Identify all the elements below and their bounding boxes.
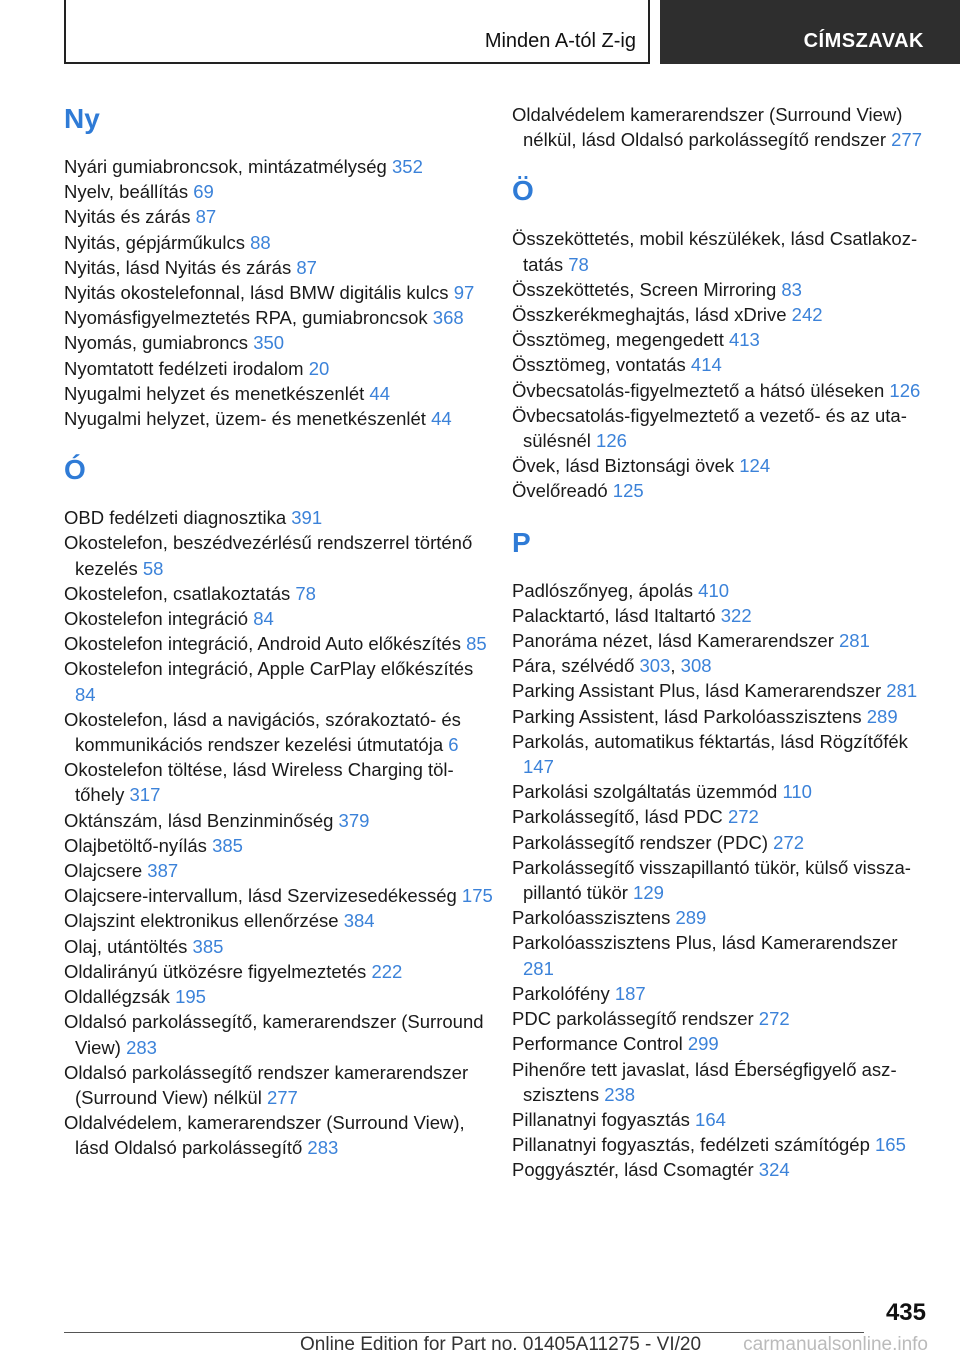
index-entry [64, 1009, 494, 1059]
page-link[interactable]: 110 [782, 781, 812, 803]
page-link[interactable]: 85 [466, 633, 487, 655]
index-entry [64, 381, 494, 406]
index-entry [64, 154, 494, 179]
index-entry [64, 858, 494, 883]
page-link[interactable]: 88 [250, 231, 271, 253]
section-letter: Ö [512, 175, 534, 207]
page-link[interactable]: 385 [192, 935, 224, 957]
index-entry [64, 908, 494, 933]
page-link[interactable]: 281 [839, 630, 870, 652]
page-link[interactable]: 87 [296, 256, 317, 278]
index-entry [512, 403, 932, 453]
entry-text: Olajcsere-intervallum, lásd Szervizesedékesség [64, 885, 457, 907]
entry-text: Parking Assistant Plus, lásd Kamerarendszer [512, 680, 882, 702]
entry-text: Parkolássegítő visszapillantó tükör, külső visszapillantó tükör [512, 856, 911, 904]
page-link[interactable]: 272 [773, 831, 805, 853]
page-link[interactable]: 387 [147, 860, 179, 882]
page-link[interactable]: 299 [687, 1033, 719, 1055]
page-link[interactable]: 350 [253, 332, 285, 354]
entry-text: Pihenőre tett javaslat, lásd Éberségfigyelő aszszisztens [512, 1058, 897, 1105]
entry-text: Parkolás, automatikus féktartás, lásd Rögzítőfék [512, 730, 908, 752]
index-section [512, 174, 932, 503]
page-link[interactable]: 277 [266, 1086, 298, 1108]
index-entry [512, 830, 932, 855]
entry-text: Nyomás, gumiabroncs [64, 332, 249, 354]
page-link[interactable]: 414 [690, 354, 722, 376]
tab-a-to-z[interactable] [64, 0, 650, 64]
index-section [64, 102, 494, 431]
entry-text: Oldalvédelem kamerarendszer (Surround View) nélkül, lásd Oldalsó parkolássegítő rendszer [512, 104, 903, 151]
index-column-left [64, 102, 494, 1161]
index-entry [512, 327, 932, 352]
page-link[interactable]: 272 [758, 1008, 790, 1030]
index-entry [512, 1057, 932, 1107]
index-entry [64, 179, 494, 204]
index-entry [64, 581, 494, 606]
page-link[interactable]: 124 [739, 455, 771, 477]
index-section [512, 102, 932, 152]
index-entry [512, 905, 932, 930]
index-entry [64, 883, 494, 908]
index-entry [64, 631, 494, 656]
entry-text: Nyomtatott fedélzeti irodalom [64, 357, 304, 379]
index-entry [64, 1060, 494, 1110]
page-link[interactable]: 222 [371, 960, 403, 982]
entry-text: Okostelefon, csatlakoztatás [64, 582, 291, 604]
index-entry [64, 280, 494, 305]
section-letter: Ny [64, 103, 100, 134]
entry-text: Nyugalmi helyzet és menetkészenlét [64, 382, 365, 404]
entry-text: Összeköttetés, Screen Mirroring [512, 278, 777, 300]
tab-keywords-label: CÍMSZAVAK [803, 30, 924, 52]
index-entry [64, 959, 494, 984]
entry-text: Pára, szélvédő [512, 655, 635, 677]
entry-text: Oldallégzsák [64, 986, 170, 1008]
entry-text: Nyitás, gépjárműkulcs [64, 231, 245, 253]
index-entry [64, 530, 494, 580]
index-entry [512, 302, 932, 327]
page-link[interactable]: 413 [728, 329, 760, 351]
page-link[interactable]: 384 [343, 910, 375, 932]
index-entry [512, 628, 932, 653]
entry-text: Nyelv, beállítás [64, 181, 189, 203]
entry-text: Parkolássegítő, lásd PDC [512, 806, 723, 828]
page-link[interactable]: 44 [431, 408, 452, 430]
page-header [64, 0, 960, 66]
page-link[interactable]: 289 [675, 907, 707, 929]
index-column-right [512, 102, 932, 1183]
index-entry [64, 934, 494, 959]
page-link[interactable]: 391 [291, 507, 323, 529]
page-link[interactable]: 272 [727, 806, 759, 828]
entry-text: Övelőreadó [512, 480, 608, 502]
page-link[interactable]: 147 [523, 756, 554, 778]
entry-text: Okostelefon töltése, lásd Wireless Charging töltőhely [64, 759, 454, 806]
entry-text: Övek, lásd Biztonsági övek [512, 455, 735, 477]
section-letter: P [512, 526, 531, 558]
entry-text: Okostelefon integráció [64, 608, 249, 630]
footer-edition: Online Edition for Part no. 01405A11275 - VI/20 [300, 1334, 702, 1355]
index-section [64, 453, 494, 1160]
index-entry [512, 1006, 932, 1031]
index-entry [512, 779, 932, 804]
page-link[interactable]: 126 [889, 379, 921, 401]
index-entry [512, 378, 932, 403]
page-link[interactable]: 385 [212, 834, 243, 856]
entry-text: Okostelefon, lásd a navigációs, szórakoztató- és kommunikációs rendszer kezelési útmutatója [64, 708, 461, 756]
page-link[interactable]: 195 [175, 986, 206, 1008]
index-entry [64, 808, 494, 833]
page-link[interactable]: 289 [866, 705, 898, 727]
index-entry [64, 505, 494, 530]
index-entry [512, 653, 932, 678]
index-entry [512, 352, 932, 377]
entry-text: Össztömeg, megengedett [512, 329, 724, 351]
page-link[interactable]: 303 [639, 655, 671, 677]
index-entry [64, 406, 494, 431]
entry-text: Parkolóasszisztens Plus, lásd Kamerarendszer [512, 932, 898, 954]
entry-text: Nyitás és zárás [64, 206, 191, 228]
entry-text: Okostelefon, beszédvezérlésű rendszerrel történő kezelés [64, 532, 473, 579]
index-entry [64, 656, 494, 706]
entry-text: Pillanatnyi fogyasztás, fedélzeti számítógép [512, 1134, 870, 1156]
page-link[interactable]: 187 [614, 982, 646, 1004]
index-entry [512, 981, 932, 1006]
page-link[interactable]: 317 [129, 784, 161, 806]
entry-text: Olajszint elektronikus ellenőrzése [64, 910, 339, 932]
entry-text: Olaj, utántöltés [64, 935, 188, 957]
page-link[interactable]: 277 [891, 129, 923, 151]
entry-text: Övbecsatolás-figyelmeztető a vezető- és az utasülésnél [512, 404, 907, 452]
entry-text: Poggyásztér, lásd Csomagtér [512, 1159, 754, 1181]
entry-text: Panoráma nézet, lásd Kamerarendszer [512, 630, 834, 652]
index-entry [64, 356, 494, 381]
index-entry [512, 930, 932, 980]
index-entry [512, 578, 932, 603]
entry-text: Oldalsó parkolássegítő, kamerarendszer (Surround View) [64, 1011, 484, 1058]
page-link[interactable]: 44 [369, 382, 390, 404]
entry-text: PDC parkolássegítő rendszer [512, 1008, 754, 1030]
index-entry [512, 678, 932, 703]
page-link[interactable]: 324 [758, 1159, 790, 1181]
page-link[interactable]: 379 [338, 809, 370, 831]
entry-text: Oldalvédelem, kamerarendszer (Surround View), lásd Oldalsó parkolássegítő [64, 1112, 465, 1159]
index-entry [64, 255, 494, 280]
page-link[interactable]: 410 [698, 579, 730, 601]
page-link[interactable]: 126 [596, 430, 627, 452]
entry-text: Okostelefon integráció, Apple CarPlay előkészítés [64, 658, 474, 680]
footer-divider [64, 1332, 864, 1333]
index-entry [64, 1110, 494, 1160]
entry-text: Nyitás, lásd Nyitás és zárás [64, 256, 292, 278]
page-link[interactable]: 87 [195, 206, 217, 228]
entry-text: Olajbetöltő-nyílás [64, 834, 207, 856]
entry-text: Összkerékmeghajtás, lásd xDrive [512, 304, 787, 326]
section-letter: Ó [64, 454, 86, 486]
entry-text: Parkolási szolgáltatás üzemmód [512, 781, 778, 803]
index-entry [64, 305, 494, 330]
page-link[interactable]: 352 [392, 156, 423, 177]
page-link[interactable]: 20 [308, 357, 330, 379]
page-separator: , [670, 655, 676, 677]
entry-text: Oldalsó parkolássegítő rendszer kamerarendszer (Surround View) nélkül [64, 1061, 469, 1108]
entry-text: Övbecsatolás-figyelmeztető a hátsó üléseken [512, 379, 885, 401]
index-entry [512, 1132, 932, 1157]
entry-text: Nyomásfigyelmeztetés RPA, gumiabroncsok [64, 307, 428, 329]
index-entry [512, 1157, 932, 1182]
page-link[interactable]: 125 [612, 480, 644, 502]
page-link[interactable]: 69 [193, 181, 214, 203]
tab-keywords[interactable] [660, 0, 960, 64]
page-link[interactable]: 164 [695, 1108, 726, 1130]
section-gap [512, 504, 932, 526]
index-entry [512, 453, 932, 478]
index-entry [64, 757, 494, 807]
index-entry [64, 606, 494, 631]
entry-text: Nyugalmi helyzet, üzem- és menetkészenlét [64, 408, 426, 430]
entry-text: OBD fedélzeti diagnosztika [64, 507, 287, 529]
page-link[interactable]: 84 [253, 608, 274, 630]
entry-text: Olajcsere [64, 860, 143, 882]
section-gap [512, 152, 932, 174]
entry-text: Palacktartó, lásd Italtartó [512, 604, 716, 626]
entry-text: Performance Control [512, 1033, 683, 1055]
tab-a-to-z-label: Minden A-tól Z-ig [484, 30, 636, 52]
page-link[interactable]: 308 [680, 655, 712, 677]
index-entry [512, 729, 932, 779]
page-link[interactable]: 322 [720, 604, 752, 626]
index-entry [512, 1107, 932, 1132]
page-link[interactable]: 97 [453, 282, 475, 304]
index-entry [64, 984, 494, 1009]
index-entry [512, 478, 932, 503]
entry-text: Nyitás okostelefonnal, lásd BMW digitális kulcs [64, 282, 449, 304]
page-link[interactable]: 283 [307, 1137, 339, 1159]
page-number: 435 [885, 1299, 926, 1326]
page-link[interactable]: 281 [523, 957, 554, 979]
entry-text: Oktánszám, lásd Benzinminőség [64, 809, 334, 831]
section-gap [64, 431, 494, 453]
entry-text: Parking Assistent, lásd Parkolóasszisztens [512, 705, 862, 727]
page-link[interactable]: 84 [75, 683, 96, 705]
index-entry [64, 707, 494, 757]
index-entry [64, 230, 494, 255]
index-entry [512, 804, 932, 829]
page-link[interactable]: 83 [781, 278, 802, 300]
page-link[interactable]: 238 [604, 1083, 636, 1105]
page-link[interactable]: 129 [633, 882, 664, 904]
entry-text: Össztömeg, vontatás [512, 354, 686, 376]
entry-text: Okostelefon integráció, Android Auto előkészítés [64, 633, 461, 655]
page-link[interactable]: 281 [886, 680, 918, 702]
index-entry [64, 833, 494, 858]
page-link[interactable]: 175 [461, 885, 493, 907]
page-link[interactable]: 6 [448, 734, 459, 756]
entry-text: Parkolófény [512, 982, 610, 1004]
entry-text: Parkolóasszisztens [512, 907, 671, 929]
index-section [512, 526, 932, 1183]
page-link[interactable]: 165 [875, 1134, 906, 1156]
index-entry [512, 704, 932, 729]
page-link[interactable]: 283 [126, 1036, 157, 1058]
index-entry [64, 204, 494, 229]
page-link[interactable]: 368 [432, 307, 464, 329]
page-link[interactable]: 58 [142, 557, 164, 579]
index-entry [512, 226, 932, 276]
entry-text: Összeköttetés, mobil készülékek, lásd Csatlakoztatás [512, 228, 918, 275]
index-entry [512, 102, 932, 152]
entry-text: Padlószőnyeg, ápolás [512, 579, 694, 601]
entry-text: Oldalirányú ütközésre figyelmeztetés [64, 960, 367, 982]
index-entry [64, 330, 494, 355]
page-link[interactable]: 78 [568, 253, 589, 275]
page-link[interactable]: 242 [791, 304, 823, 326]
page-link[interactable]: 78 [295, 582, 316, 604]
footer-watermark: carmanualsonline.info [743, 1334, 928, 1355]
index-entry [512, 1031, 932, 1056]
index-entry [512, 603, 932, 628]
entry-text: Pillanatnyi fogyasztás [512, 1108, 690, 1130]
index-entry [512, 855, 932, 905]
index-entry [512, 277, 932, 302]
entry-text: Nyári gumiabroncsok, mintázatmélység [64, 156, 387, 177]
entry-text: Parkolássegítő rendszer (PDC) [512, 831, 769, 853]
